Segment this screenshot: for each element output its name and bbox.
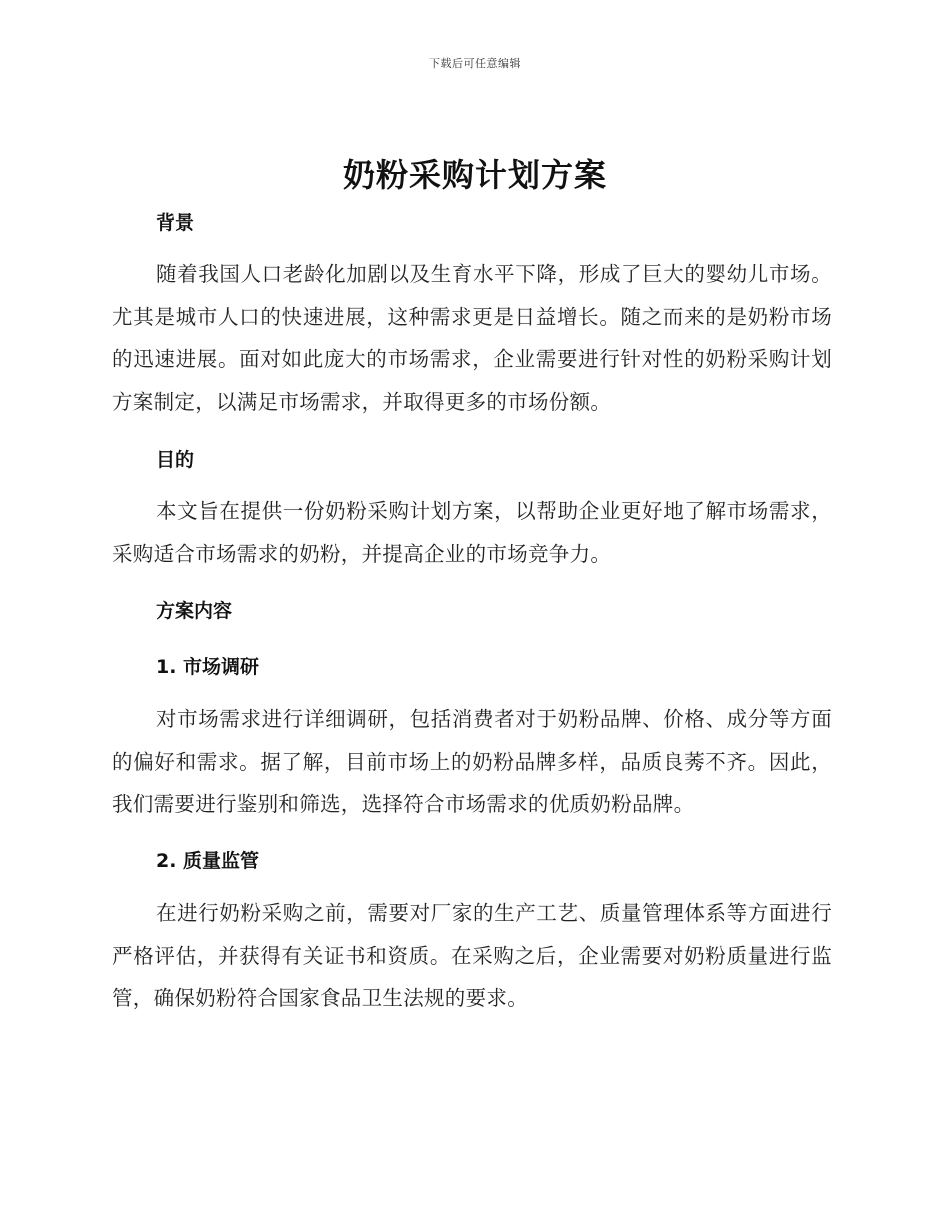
section-paragraph-market-research: 对市场需求进行详细调研，包括消费者对于奶粉品牌、价格、成分等方面的偏好和需求。据了解，目前市场上的奶粉品牌多样，品质良莠不齐。因此，我们需要进行鉴别和筛选，选择符合市场需求的优质奶粉品牌。	[112, 707, 832, 816]
section-paragraph-background: 随着我国人口老龄化加剧以及生育水平下降，形成了巨大的婴幼儿市场。尤其是城市人口的快速进展，这种需求更是日益增长。随之而来的是奶粉市场的迅速进展。面对如此庞大的市场需求，企业需要进行针对性的奶粉采购计划方案制定，以满足市场需求，并取得更多的市场份额。	[112, 262, 832, 414]
section-paragraph-purpose: 本文旨在提供一份奶粉采购计划方案，以帮助企业更好地了解市场需求，采购适合市场需求的奶粉，并提高企业的市场竞争力。	[112, 499, 832, 566]
section-heading-quality-control: 2. 质量监管	[156, 850, 260, 872]
section-heading-market-research: 1. 市场调研	[156, 656, 260, 678]
section-paragraph-quality-control: 在进行奶粉采购之前，需要对厂家的生产工艺、质量管理体系等方面进行严格评估，并获得有关证书和资质。在采购之后，企业需要对奶粉质量进行监管，确保奶粉符合国家食品卫生法规的要求。	[112, 901, 832, 1010]
section-heading-background: 背景	[156, 212, 195, 234]
header-note: 下载后可任意编辑	[429, 57, 521, 70]
document-title: 奶粉采购计划方案	[342, 156, 607, 194]
section-heading-purpose: 目的	[156, 449, 195, 471]
section-heading-content: 方案内容	[156, 600, 233, 622]
